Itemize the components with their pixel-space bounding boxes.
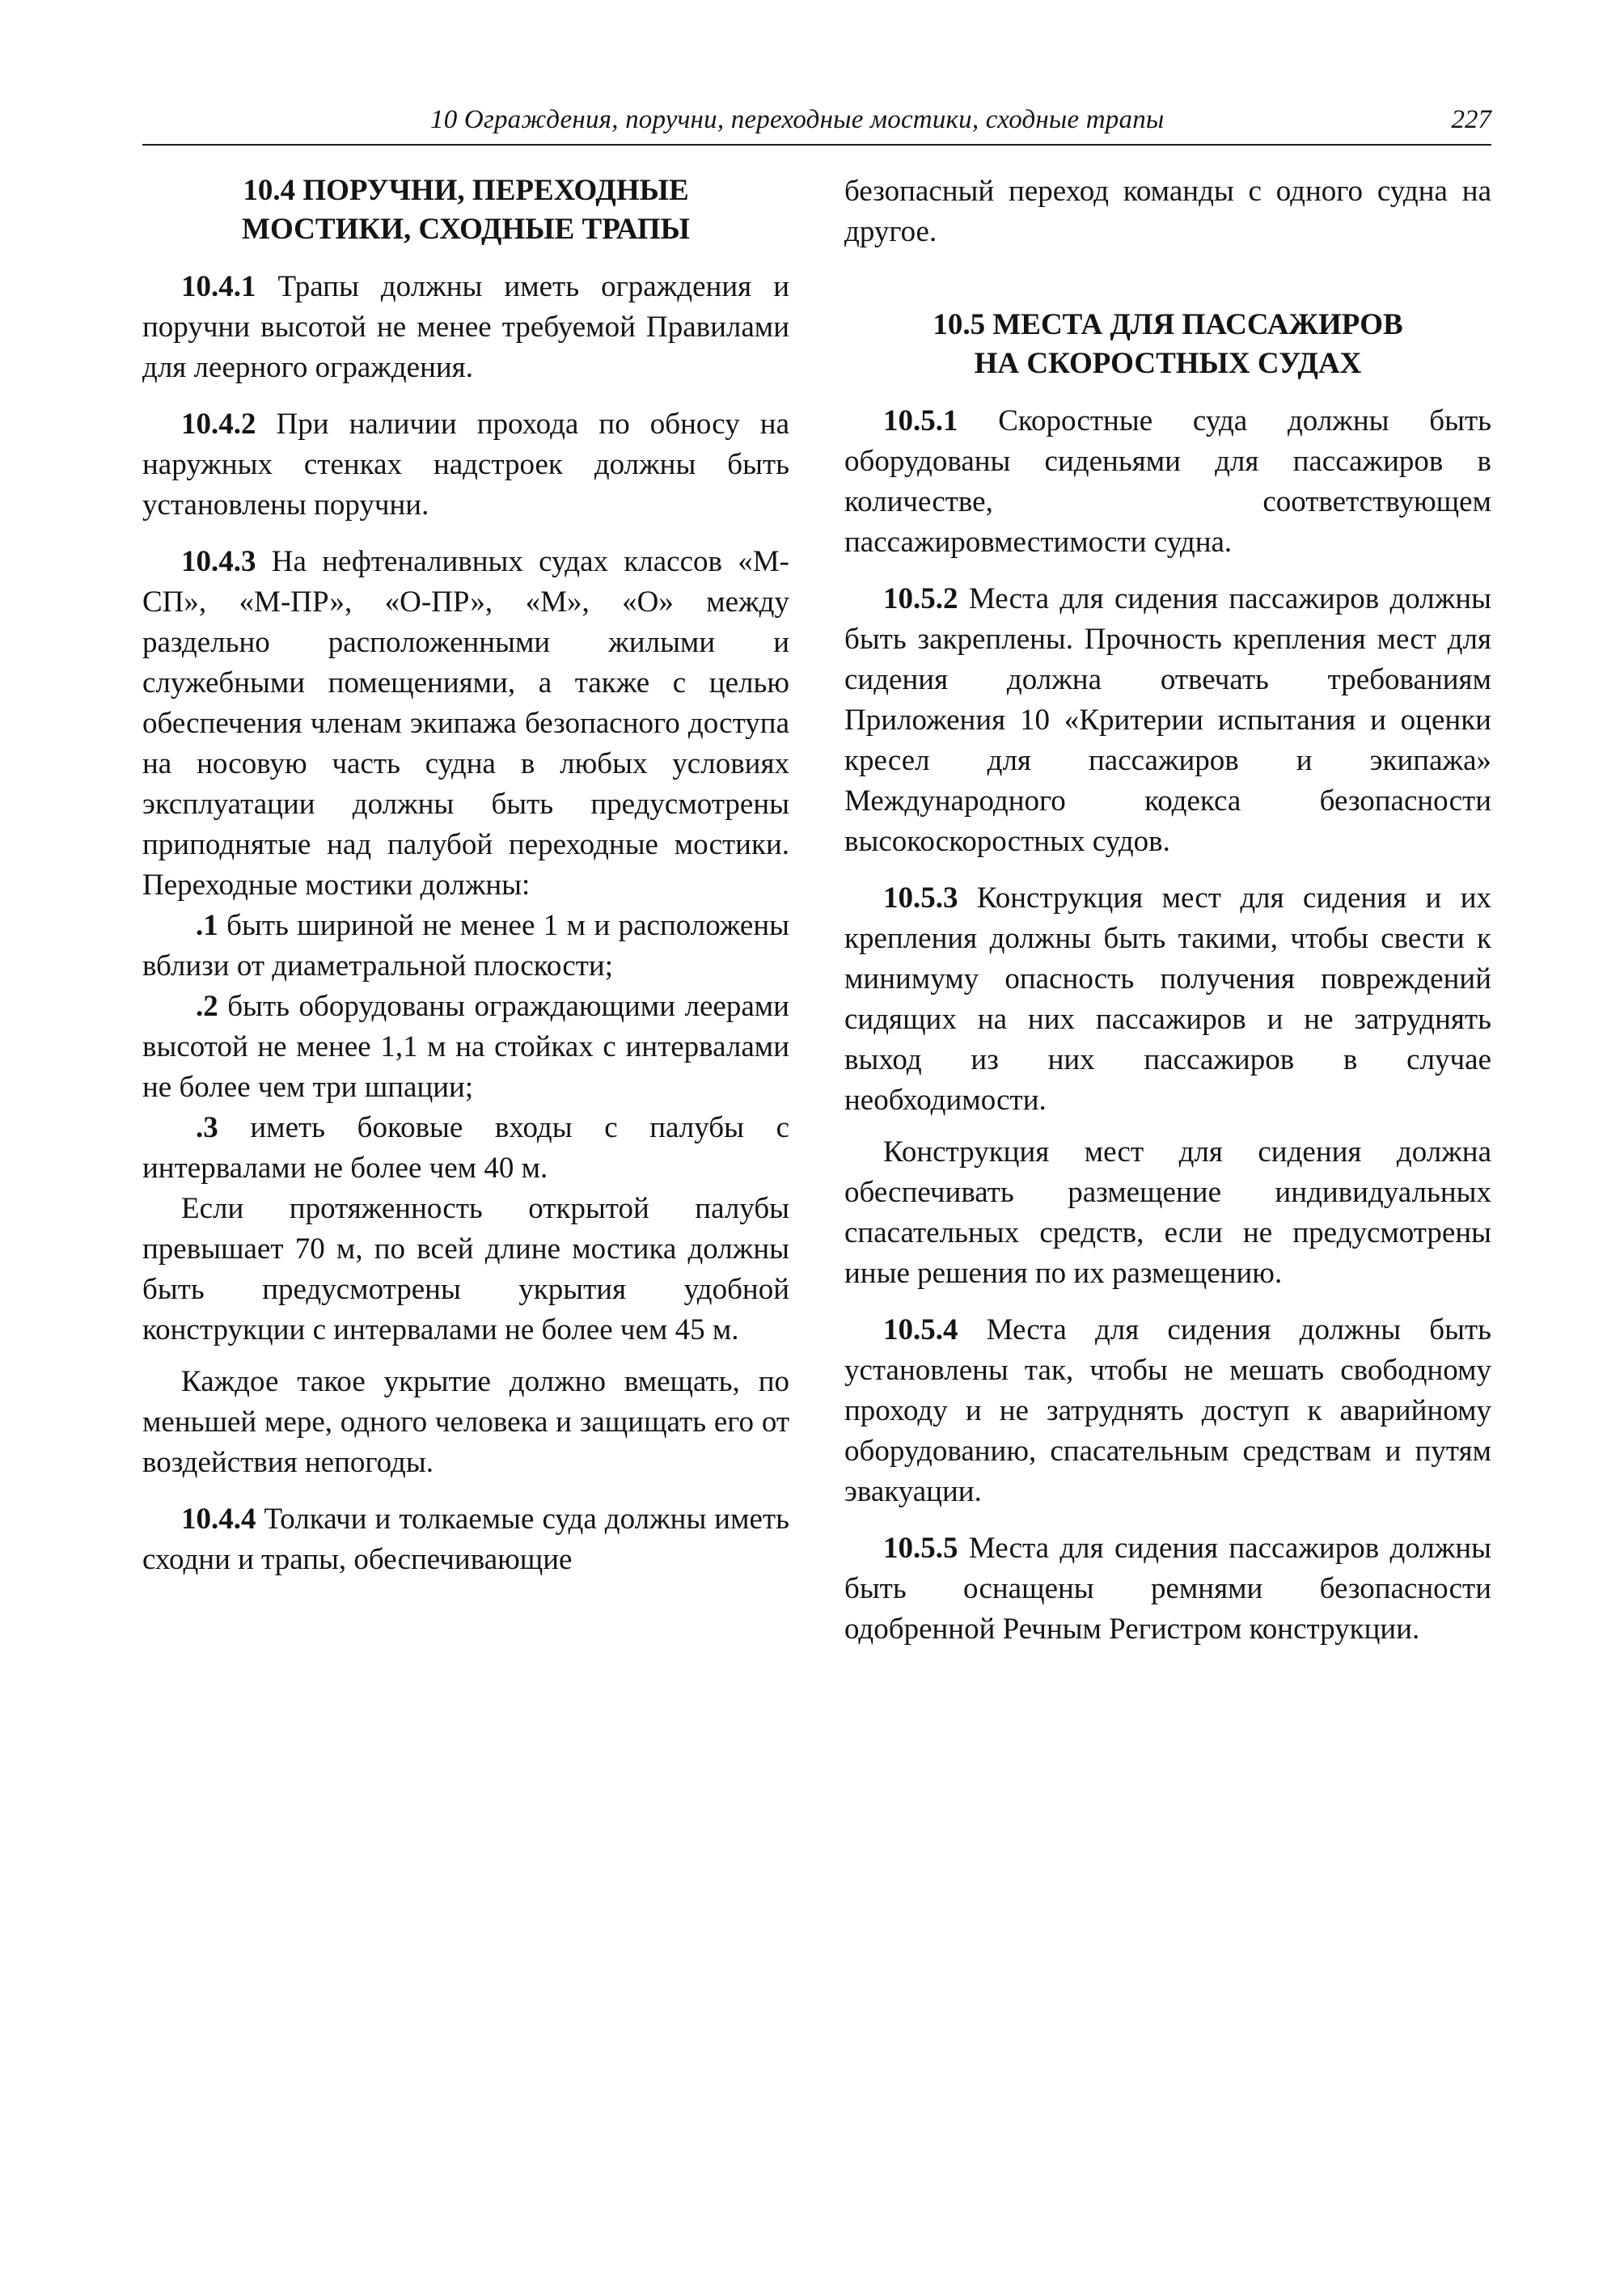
paragraph-10-4-4 bbox=[142, 1499, 789, 1580]
heading-line: МОСТИКИ, СХОДНЫЕ ТРАПЫ bbox=[242, 213, 690, 246]
item-number: .3 bbox=[196, 1111, 218, 1144]
clause-number: 10.4.4 bbox=[181, 1503, 256, 1536]
clause-text: Трапы должны иметь ограждения и поручни высотой не менее требуемой Правилами для леерного ограждения. bbox=[142, 270, 789, 384]
clause-text: Места для сидения должны быть установлены так, чтобы не мешать свободному проходу и не затруднять доступ к аварийному оборудованию, спасательным средствам и путям эвакуации. bbox=[844, 1313, 1491, 1508]
item-text: быть шириной не менее 1 м и расположены вблизи от диаметральной плоскости; bbox=[142, 909, 789, 983]
paragraph-10-5-2 bbox=[844, 579, 1491, 862]
paragraph-open-deck: Если протяженность открытой палубы превышает 70 м, по всей длине мостика должны быть предусмотрены укрытия удобной конструкции с интервалами не более чем 45 м. bbox=[142, 1192, 789, 1346]
clause-number: 10.5.2 bbox=[883, 582, 958, 615]
paragraph-10-5-5 bbox=[844, 1528, 1491, 1650]
paragraph-10-5-1 bbox=[844, 401, 1491, 563]
clause-number: 10.5.3 bbox=[883, 881, 958, 915]
paragraph-10-5-3 bbox=[844, 878, 1491, 1121]
clause-number: 10.4.3 bbox=[181, 545, 256, 578]
paragraph-10-5-4 bbox=[844, 1310, 1491, 1512]
section-heading-10-5 bbox=[844, 306, 1491, 383]
clause-text: При наличии прохода по обносу на наружных стенках надстроек должны быть установлены поручни. bbox=[142, 408, 789, 522]
item-number: .2 bbox=[196, 990, 218, 1023]
clause-text: Места для сидения пассажиров должны быть закреплены. Прочность крепления мест для сидения должна отвечать требованиям Приложения 10 «Критерии испытания и оценки кресел для пассажиров и экипажа» Международного кодекса безопасности высокоскоростных судов. bbox=[844, 582, 1491, 858]
clause-number: 10.5.5 bbox=[883, 1532, 958, 1565]
running-title: 10 Ограждения, поручни, переходные мостики, сходные трапы bbox=[430, 105, 1165, 134]
clause-number: 10.5.4 bbox=[883, 1313, 958, 1346]
clause-text: Толкачи и толкаемые суда должны иметь сходни и трапы, обеспечивающие bbox=[142, 1503, 789, 1576]
list-item-2 bbox=[142, 987, 789, 1108]
item-text: иметь боковые входы с палубы с интервалами не более чем 40 м. bbox=[142, 1111, 789, 1185]
paragraph-10-4-2 bbox=[142, 404, 789, 526]
list-item-3 bbox=[142, 1108, 789, 1189]
paragraph-10-4-1 bbox=[142, 267, 789, 388]
page-header bbox=[142, 95, 1491, 146]
list-item-1 bbox=[142, 906, 789, 987]
clause-number: 10.4.2 bbox=[181, 408, 256, 441]
clause-number: 10.5.1 bbox=[883, 404, 958, 437]
left-column bbox=[142, 171, 789, 1580]
clause-text: Места для сидения пассажиров должны быть оснащены ремнями безопасности одобренной Речным Регистром конструкции. bbox=[844, 1532, 1491, 1646]
item-text: быть оборудованы ограждающими леерами высотой не менее 1,1 м на стойках с интервалами не более чем три шпации; bbox=[142, 990, 789, 1104]
right-column bbox=[844, 171, 1491, 1650]
page-number: 227 bbox=[1451, 105, 1491, 134]
paragraph-shelter: Каждое такое укрытие должно вмещать, по меньшей мере, одного человека и защищать его от воздействия непогоды. bbox=[142, 1365, 789, 1479]
item-number: .1 bbox=[196, 909, 218, 942]
heading-line: 10.5 МЕСТА ДЛЯ ПАССАЖИРОВ bbox=[933, 308, 1403, 341]
paragraph-continuation: безопасный переход команды с одного судна на другое. bbox=[844, 175, 1491, 248]
paragraph-10-4-3 bbox=[142, 542, 789, 906]
heading-line: 10.4 ПОРУЧНИ, ПЕРЕХОДНЫЕ bbox=[243, 174, 689, 207]
clause-text: Конструкция мест для сидения и их крепления должны быть такими, чтобы свести к минимуму опасность получения повреждений сидящих на них пассажиров и не затруднять выход из них пассажиров в случае необходимости. bbox=[844, 881, 1491, 1117]
clause-text: Скоростные суда должны быть оборудованы сиденьями для пассажиров в количестве, соответствующем пассажировместимости судна. bbox=[844, 404, 1491, 559]
heading-line: НА СКОРОСТНЫХ СУДАХ bbox=[974, 347, 1362, 380]
clause-text: На нефтеналивных судах классов «М-СП», «М-ПР», «О-ПР», «М», «О» между раздельно расположенными жилыми и служебными помещениями, а также с целью обеспечения членам экипажа безопасного доступа на носовую часть судна в любых условиях эксплуатации должны быть предусмотрены приподнятые над палубой переходные мостики. Переходные мостики должны: bbox=[142, 545, 789, 902]
paragraph-seat-design: Конструкция мест для сидения должна обеспечивать размещение индивидуальных спасательных средств, если не предусмотрены иные решения по их размещению. bbox=[844, 1135, 1491, 1290]
clause-number: 10.4.1 bbox=[181, 270, 256, 303]
section-heading-10-4 bbox=[142, 171, 789, 249]
